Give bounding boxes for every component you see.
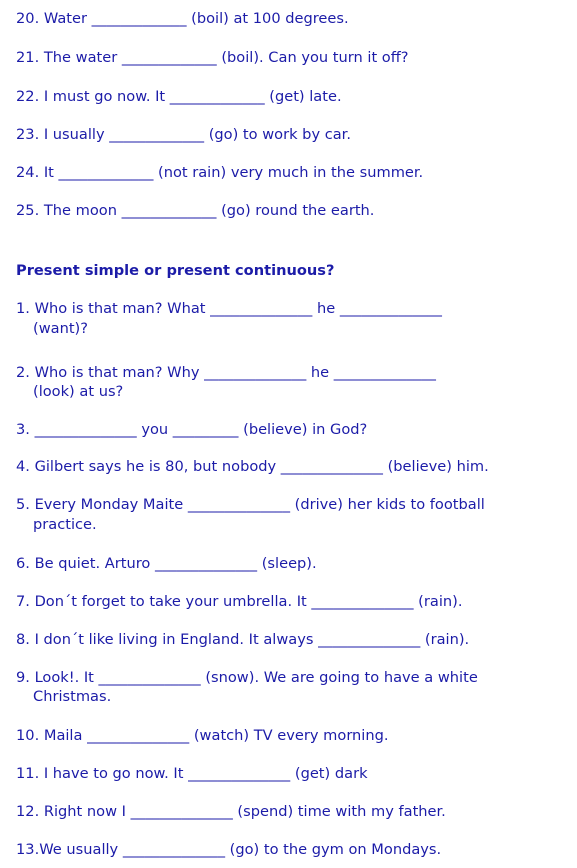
exercise-item-9: 9. Look!. It ______________ (snow). We are going to have a white <box>16 669 478 686</box>
exercise-item-1-continued: (want)? <box>33 320 88 337</box>
exercise-item-1: 1. Who is that man? What ______________ he ______________ <box>16 300 442 317</box>
exercise-item-21: 21. The water _____________ (boil). Can you turn it off? <box>16 49 409 66</box>
exercise-item-9-continued: Christmas. <box>33 688 112 705</box>
exercise-item-11: 11. I have to go now. It ______________ (get) dark <box>16 765 368 782</box>
section-heading: Present simple or present continuous? <box>16 262 335 279</box>
exercise-item-22: 22. I must go now. It _____________ (get) late. <box>16 88 342 105</box>
exercise-item-10: 10. Maila ______________ (watch) TV every morning. <box>16 727 389 744</box>
exercise-item-23: 23. I usually _____________ (go) to work by car. <box>16 126 351 143</box>
exercise-item-7: 7. Don´t forget to take your umbrella. It ______________ (rain). <box>16 593 463 610</box>
exercise-item-24: 24. It _____________ (not rain) very much in the summer. <box>16 164 424 181</box>
exercise-item-13: 13.We usually ______________ (go) to the gym on Mondays. <box>16 841 442 858</box>
exercise-item-20: 20. Water _____________ (boil) at 100 degrees. <box>16 10 349 27</box>
exercise-item-6: 6. Be quiet. Arturo ______________ (sleep). <box>16 555 317 572</box>
exercise-item-25: 25. The moon _____________ (go) round the earth. <box>16 202 375 219</box>
exercise-item-12: 12. Right now I ______________ (spend) time with my father. <box>16 803 446 820</box>
exercise-item-3: 3. ______________ you _________ (believe) in God? <box>16 421 368 438</box>
exercise-item-4: 4. Gilbert says he is 80, but nobody ______________ (believe) him. <box>16 458 489 475</box>
exercise-item-5: 5. Every Monday Maite ______________ (drive) her kids to football <box>16 496 485 513</box>
exercise-item-5-continued: practice. <box>33 516 97 533</box>
exercise-item-2: 2. Who is that man? Why ______________ he ______________ <box>16 364 436 381</box>
exercise-item-2-continued: (look) at us? <box>33 383 124 400</box>
exercise-item-8: 8. I don´t like living in England. It always ______________ (rain). <box>16 631 470 648</box>
